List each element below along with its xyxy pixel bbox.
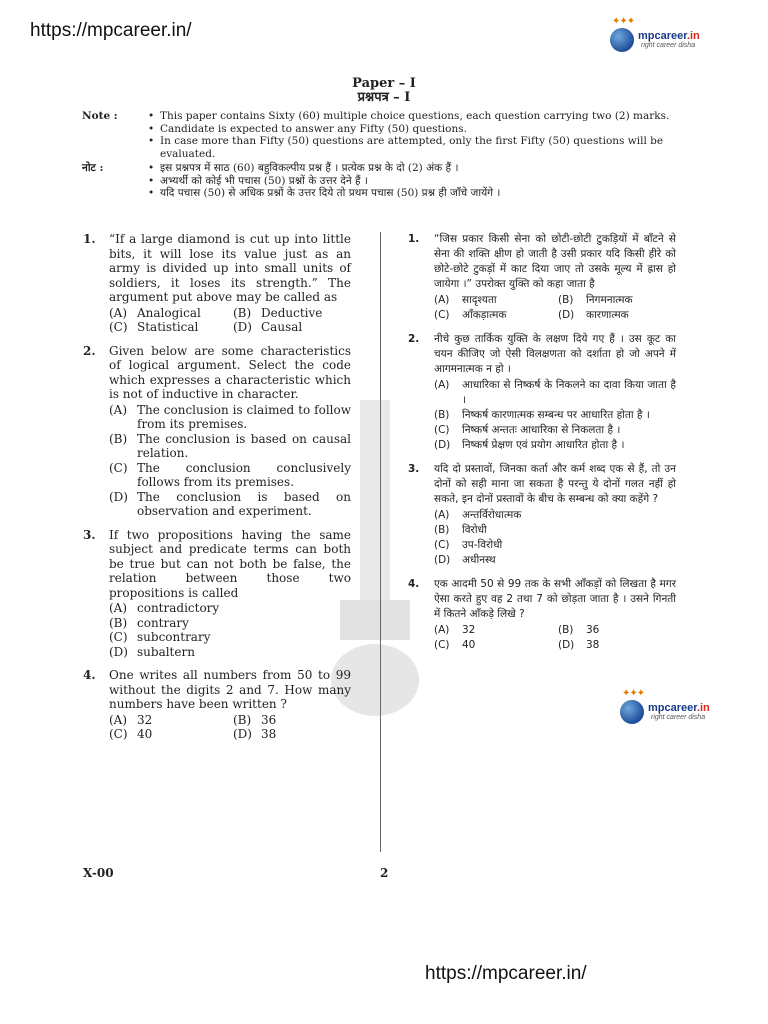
note-item: • अभ्यर्थी को कोई भी पचास (50) प्रश्नों के उत्तर देने हैं ।: [148, 175, 692, 188]
option-c: (C) 40: [109, 727, 153, 741]
paper-title-hi: प्रश्नपत्र – I: [357, 90, 411, 105]
option-b: (B) Deductive: [233, 305, 323, 320]
note-label-en: Note :: [82, 110, 118, 122]
questions-english: [83, 232, 351, 751]
option-b: (B) contrary: [109, 615, 189, 630]
option-a: (A) The conclusion is claimed to follow from its premises.: [109, 402, 351, 431]
note-block: [82, 110, 692, 200]
option-c: (C) उप-विरोधी: [434, 539, 503, 551]
option-c: (C) subcontrary: [109, 630, 211, 644]
question-text: If two propositions having the same subject and predicate terms can both be true but can not both be false, the relation between those two propositions is called: [109, 527, 351, 600]
note-item: • इस प्रश्नपत्र में साठ (60) बहुविकल्पीय प्रश्न हैं । प्रत्येक प्रश्न के दो (2) अंक हैं ।: [148, 162, 692, 175]
note-items-en: [148, 110, 692, 160]
option-a: (A) आधारिका से निष्कर्ष के निकलने का दावा किया जाता है ।: [434, 379, 676, 406]
question-number: 4.: [83, 668, 96, 682]
question-1-hi: [408, 232, 676, 323]
option-a: (A) सादृश्यता: [434, 294, 497, 306]
option-c: (C) 40: [434, 639, 476, 651]
option-d: (D) 38: [558, 639, 600, 651]
option-c: (C) Statistical: [109, 320, 199, 334]
logo-tagline: right career disha: [651, 714, 706, 721]
question-text: Given below are some characteristics of logical argument. Select the code which expresses a characteristic which is not of inductive in character.: [109, 343, 351, 401]
option-b: (B) विरोधी: [434, 524, 487, 536]
option-b: (B) 36: [558, 624, 600, 636]
question-number: 1.: [83, 232, 96, 246]
question-1-en: [83, 232, 351, 335]
logo-tagline: right career disha: [641, 42, 696, 49]
note-en: [82, 110, 692, 160]
question-4-en: [83, 668, 351, 742]
question-number: 3.: [83, 527, 96, 542]
question-2-en: [83, 344, 351, 519]
note-item: • In case more than Fifty (50) questions are attempted, only the first Fifty (50) questions will be evaluated.: [148, 135, 692, 160]
paper-title-en: Paper – I: [352, 76, 416, 91]
question-text: One writes all numbers from 50 to 99 without the digits 2 and 7. How many numbers have been written ?: [109, 668, 351, 711]
option-d: (D) subaltern: [109, 644, 195, 659]
question-text: नीचे कुछ तार्किक युक्ति के लक्षण दिये गए हैं । उस कूट का चयन कीजिए जो ऐसी विलक्षणता को दर्शाता हो जो अपने में आगमनात्मक न हो ।: [434, 333, 676, 375]
note-item: • यदि पचास (50) से अधिक प्रश्नों के उत्तर दिये तो प्रथम पचास (50) प्रश्न ही जाँचे जायेंगे ।: [148, 187, 692, 200]
logo-brand: mpcareer: [648, 702, 697, 714]
globe-icon: ✦✦✦: [620, 700, 644, 724]
paper-code: X-00: [83, 866, 114, 880]
logo-brand-tld: .in: [686, 30, 700, 42]
note-item: • Candidate is expected to answer any Fifty (50) questions.: [148, 123, 692, 136]
option-b: (B) निष्कर्ष कारणात्मक सम्बन्ध पर आधारित होता है ।: [434, 409, 650, 421]
note-item: • This paper contains Sixty (60) multiple choice questions, each question carrying two (2) marks.: [148, 110, 692, 123]
question-text: “If a large diamond is cut up into little bits, it will lose its value just as an army is divided up into small units of soldiers, it loses its strength.” The argument put above may be called as: [109, 232, 351, 304]
questions-hindi: [408, 232, 676, 662]
option-d: (D) निष्कर्ष प्रेक्षण एवं प्रयोग आधारित होता है ।: [434, 439, 625, 451]
option-d: (D) कारणात्मक: [558, 309, 629, 321]
option-c: (C) निष्कर्ष अन्ततः आधारिका से निकलता है ।: [434, 424, 621, 436]
option-a: (A) अन्तर्विरोधात्मक: [434, 509, 522, 521]
note-label-hi: नोट :: [82, 162, 104, 174]
mpcareer-logo-mid: [620, 688, 710, 724]
question-number: 4.: [408, 578, 420, 590]
option-a: (A) 32: [434, 624, 476, 636]
option-a: (A) 32: [109, 712, 153, 727]
option-c: (C) आँकड़ात्मक: [434, 309, 507, 321]
question-number: 3.: [408, 463, 420, 475]
question-text: यदि दो प्रस्तावों, जिनका कर्ता और कर्म शब्द एक से हैं, तो उन दोनों को सही माना जा सकता है परन्तु ये दोनों गलत नहीं हो सकते, इन दोनों प्रस्तावों के बीच के सम्बन्ध को क्या कहेंगे ?: [434, 463, 676, 505]
question-4-hi: [408, 577, 676, 653]
mpcareer-logo-top: [610, 16, 700, 52]
option-d: (D) Causal: [233, 320, 303, 334]
option-d: (D) 38: [233, 727, 277, 741]
logo-brand: mpcareer: [638, 30, 687, 42]
option-c: (C) The conclusion conclusively follows from its premises.: [109, 460, 351, 489]
option-a: (A) contradictory: [109, 601, 220, 615]
question-3-en: [83, 528, 351, 660]
site-url-top[interactable]: https://mpcareer.in/: [30, 20, 192, 41]
option-d: (D) अधीनस्थ: [434, 554, 496, 566]
question-2-hi: [408, 332, 676, 453]
option-b: (B) The conclusion is based on causal relation.: [109, 431, 351, 460]
option-b: (B) 36: [233, 712, 277, 727]
question-3-hi: [408, 462, 676, 568]
page-number: 2: [380, 866, 389, 880]
logo-brand-tld: .in: [696, 702, 710, 714]
question-number: 2.: [83, 343, 96, 358]
question-number: 2.: [408, 333, 420, 345]
question-number: 1.: [408, 233, 420, 245]
globe-icon: ✦✦✦: [610, 28, 634, 52]
question-text: एक आदमी 50 से 99 तक के सभी आँकड़ों को लिखता है मगर ऐसा करते हुए वह 2 तथा 7 को छोड़ता जाता है । उसने गिनती में कितने आँकड़े लिखे ?: [434, 578, 676, 620]
site-url-bottom[interactable]: https://mpcareer.in/: [425, 963, 587, 984]
option-d: (D) The conclusion is based on observation and experiment.: [109, 489, 351, 518]
note-items-hi: [148, 162, 692, 200]
note-hi: [82, 162, 692, 200]
option-a: (A) Analogical: [109, 305, 201, 320]
option-b: (B) निगमनात्मक: [558, 294, 633, 306]
question-text: “जिस प्रकार किसी सेना को छोटी-छोटी टुकड़ियों में बाँटने से सेना की शक्ति क्षीण हो जाती है उसी प्रकार यदि किसी हीरे को छोटे-छोटे टुकड़ों में काट दिया जाए तो उसके मूल्य में ह्रास हो जायेगा ।” उपरोक्त युक्ति को कहा जाता है: [434, 233, 676, 290]
